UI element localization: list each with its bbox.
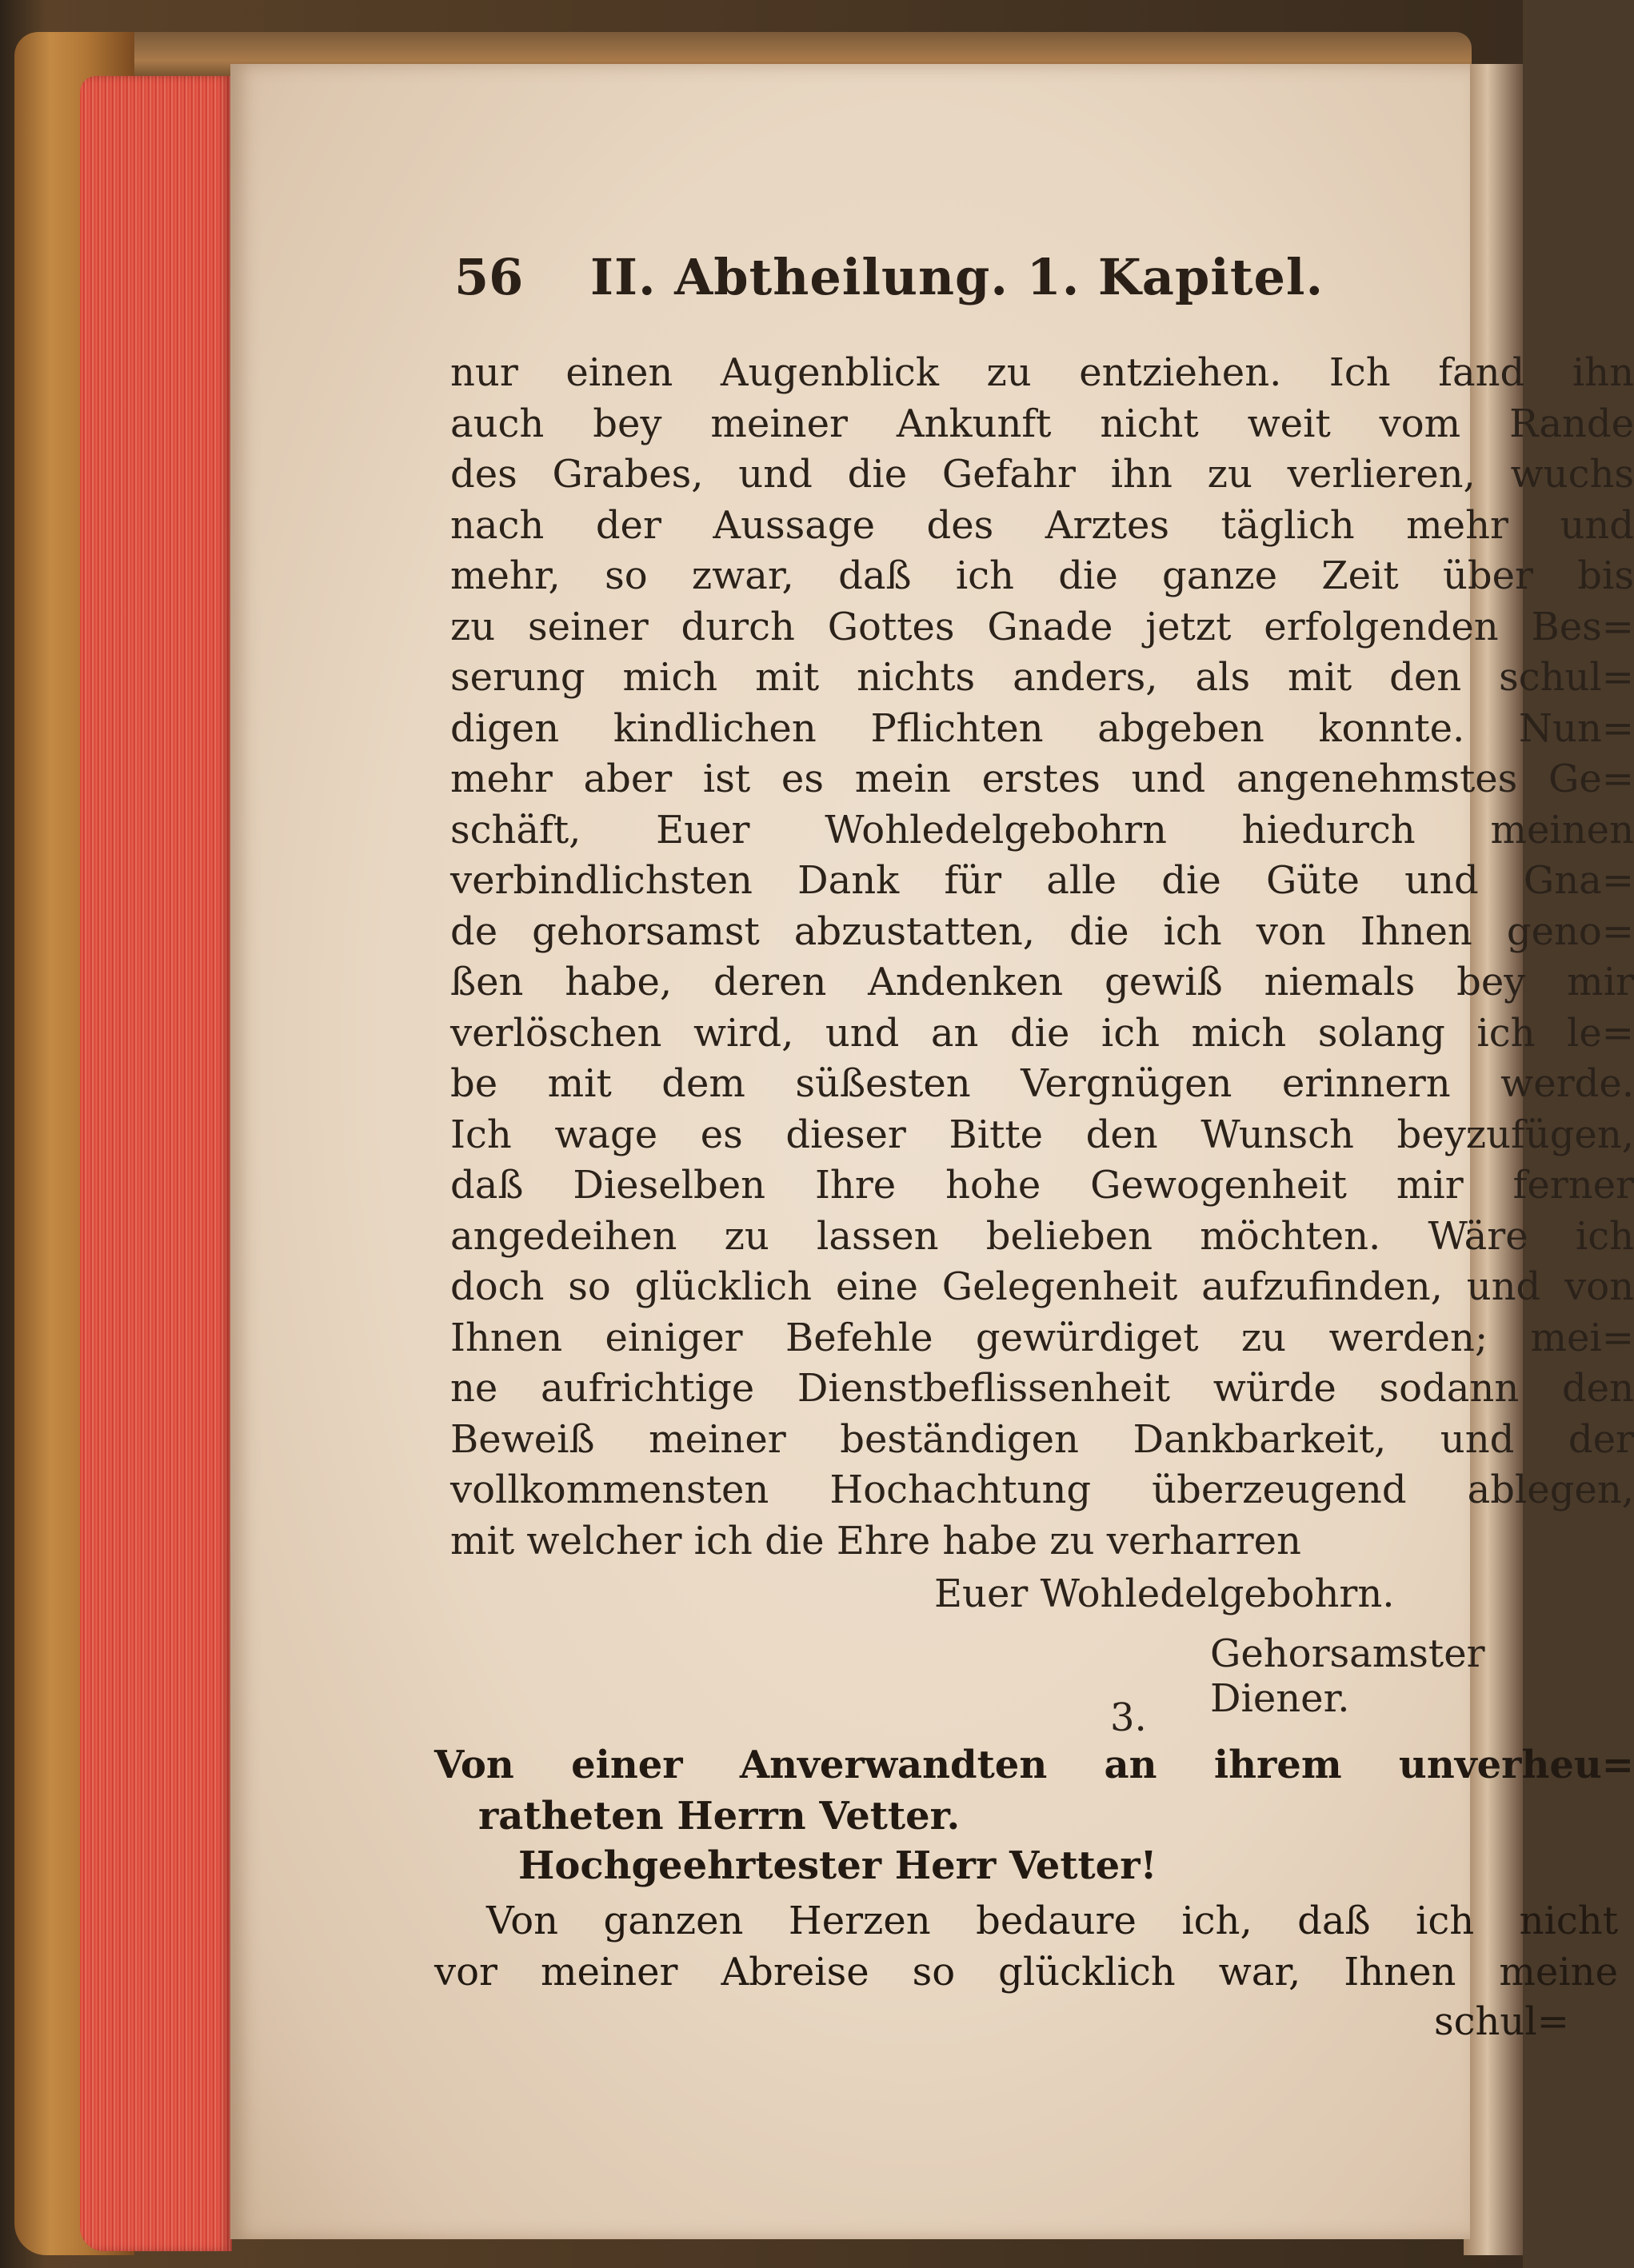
text-line: verbindlichsten Dank für alle die Güte und Gna= [450,858,1634,903]
section-title [434,1739,1634,1842]
text-line: ßen habe, deren Andenken gewiß niemals bey mir [450,960,1634,1004]
text-line: ne aufrichtige Dienstbeflissenheit würde sodann den [450,1366,1634,1411]
text-line: mit welcher ich die Ehre habe zu verharren [450,1518,1301,1563]
section-number: 3. [1110,1695,1147,1740]
running-head [230,192,1470,304]
red-page-edges [80,76,232,2251]
text-line: vor meiner Abreise so glücklich war, Ihnen meine [434,1949,1618,1994]
text-line: Ich wage es dieser Bitte den Wunsch beyzufügen, [450,1112,1634,1157]
text-line: vollkommensten Hochachtung überzeugend ablegen, [450,1467,1634,1512]
text-line: digen kindlichen Pflichten abgeben konnte. Nun= [450,705,1634,751]
text-line: daß Dieselben Ihre hohe Gewogenheit mir ferner [450,1163,1634,1208]
text-line: Ihnen einiger Befehle gewürdiget zu werden; mei= [450,1315,1634,1360]
text-line: serung mich mit nichts anders, als mit den schul= [450,655,1634,700]
text-line: nur einen Augenblick zu entziehen. Ich fand ihn [450,350,1634,395]
text-line: nach der Aussage des Arztes täglich mehr und [450,502,1634,548]
text-line: auch bey meiner Ankunft nicht weit vom Rande [450,401,1634,446]
letter-opening [434,1895,1618,1997]
salutation: Hochgeehrtester Herr Vetter! [518,1843,1157,1888]
section-title-line: Von einer Anverwandten an ihrem unverheu= [434,1743,1634,1787]
text-line: Beweiß meiner beständigen Dankbarkeit, und der [450,1416,1634,1462]
text-line: be mit dem süßesten Vergnügen erinnern werde. [450,1061,1634,1106]
text-line: des Grabes, und die Gefahr ihn zu verlieren, wuchs [450,452,1634,497]
text-line: de gehorsamst abzustatten, die ich von Ihnen geno= [450,908,1634,954]
text-line: verlöschen wird, und an die ich mich solang ich le= [450,1010,1634,1056]
text-line: mehr, so zwar, daß ich die ganze Zeit über bis [450,553,1634,598]
chapter-heading: II. Abtheilung. 1. Kapitel. [590,248,1324,306]
text-line: angedeihen zu lassen belieben möchten. Wäre ich [450,1213,1634,1259]
section-title-line: ratheten Herrn Vetter. [478,1794,961,1839]
book-page [230,64,1634,2239]
text-line: Von ganzen Herzen bedaure ich, daß ich nicht [486,1899,1618,1943]
closing-signature: Gehorsamster Diener. [1210,1631,1485,1721]
catchword: schul= [1434,1999,1569,2044]
page-number: 56 [454,248,524,306]
text-line: doch so glücklich eine Gelegenheit aufzufinden, und von [450,1264,1634,1309]
text-line: schäft, Euer Wohledelgebohrn hiedurch meinen [450,807,1634,852]
letter-body [450,348,1634,1567]
closing-address: Euer Wohledelgebohrn. [934,1571,1395,1616]
text-line: mehr aber ist es mein erstes und angenehmstes Ge= [450,757,1634,801]
text-line: zu seiner durch Gottes Gnade jetzt erfolgenden Bes= [450,604,1634,649]
